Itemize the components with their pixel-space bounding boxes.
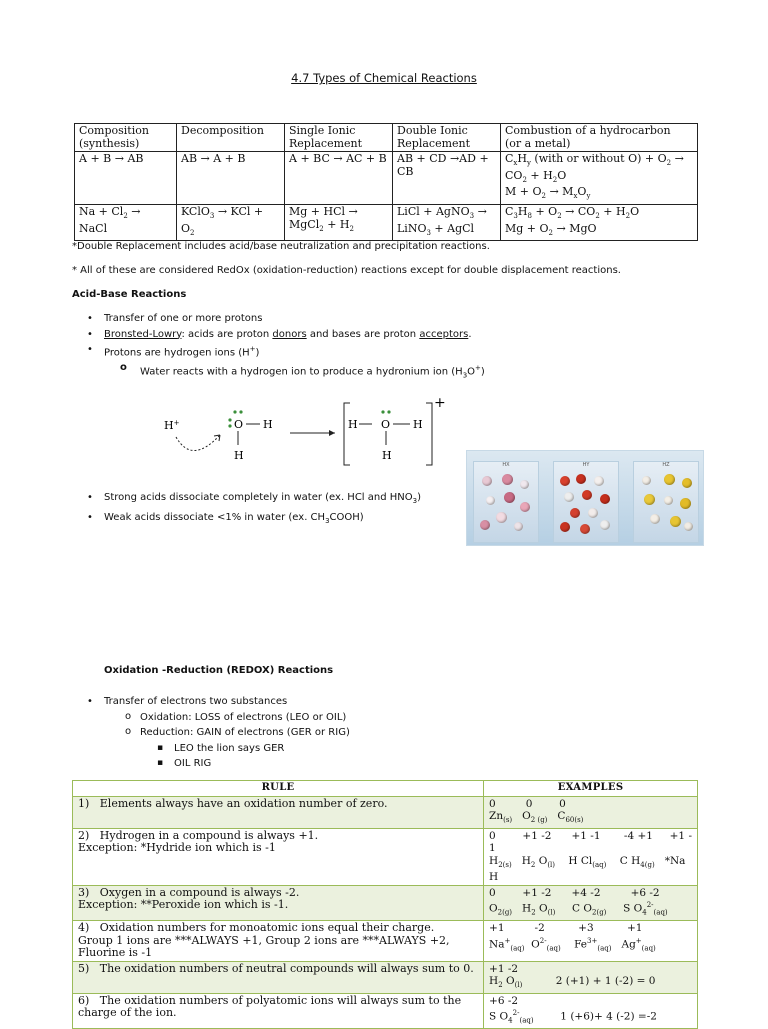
table-row bbox=[73, 796, 698, 828]
svg-text:H: H bbox=[382, 449, 392, 462]
note-double-replacement: *Double Replacement includes acid/base neutralization and precipitation reactions. bbox=[72, 241, 490, 252]
list-item: • Transfer of electrons two substances bbox=[104, 694, 604, 710]
panel-hx: HX bbox=[473, 461, 539, 543]
acid-strength-list bbox=[104, 490, 464, 529]
list-item: o Reduction: GAIN of electrons (GER or RIG) bbox=[140, 725, 604, 741]
water-oxygen: O bbox=[234, 418, 244, 431]
water-h-bottom: H bbox=[234, 449, 244, 462]
table-row bbox=[73, 921, 698, 962]
rule-cell: 5) The oxidation numbers of neutral compounds will always sum to 0. bbox=[73, 961, 484, 993]
list-item: • Protons are hydrogen ions (H+) bbox=[104, 342, 704, 361]
acid-base-list bbox=[104, 311, 704, 384]
general-double: AB + CD →AD + CB bbox=[393, 152, 501, 205]
note-redox: * All of these are considered RedOx (oxidation-reduction) reactions except for double displacement reactions. bbox=[72, 265, 621, 276]
table-row bbox=[75, 205, 698, 241]
example-cell: 0 +1 -2 +4 -2 +6 -2 $O_{2(g)}$ $H_2$ $O_{(l)}$ C $O_{2(g)}$ S $O_4^{2-}_{(aq)}$ bbox=[484, 885, 698, 921]
hydronium-diagram bbox=[160, 393, 460, 473]
example-combustion: $C_3H_8 + O_2 \to CO_2 + H_2O$ $Mg + O_2$ → MgO bbox=[501, 205, 698, 241]
example-composition: $Na + Cl_2$ → NaCl bbox=[75, 205, 177, 241]
header-examples: EXAMPLES bbox=[484, 781, 698, 797]
water-h-right: H bbox=[263, 418, 273, 431]
example-cell: 0 +1 -2 +1 -1 -4 +1 +1 - 1 $H_{2(s)}$ $H_2$ $O_{(l)}$ H $Cl_{(aq)}$ C $H_{4(g)}$ *Na H bbox=[484, 828, 698, 885]
table-row bbox=[73, 828, 698, 885]
list-item: • Bronsted-Lowry: acids are proton donors and bases are proton acceptors. bbox=[104, 327, 704, 343]
header-double: Double Ionic Replacement bbox=[393, 124, 501, 152]
reaction-types-table bbox=[74, 123, 698, 241]
general-decomposition: AB → A + B bbox=[177, 152, 285, 205]
acid-base-heading: Acid-Base Reactions bbox=[72, 289, 187, 300]
example-cell: +1 -2 +3 +1 $Na^+_{(aq)}$ $O^{2-}_{(aq)}$ $Fe^{3+}_{(aq)}$ $Ag^+_{(aq)}$ bbox=[484, 921, 698, 962]
table-row bbox=[73, 961, 698, 993]
rule-cell: 2) Hydrogen in a compound is always +1. Exception: *Hydride ion which is -1 bbox=[73, 828, 484, 885]
svg-text:H: H bbox=[348, 418, 358, 431]
table-row bbox=[73, 885, 698, 921]
svg-text:H: H bbox=[413, 418, 423, 431]
general-composition: A + B → AB bbox=[75, 152, 177, 205]
table-header-row bbox=[75, 124, 698, 152]
panel-hy: HY bbox=[553, 461, 619, 543]
header-rule: RULE bbox=[73, 781, 484, 797]
curved-arrow bbox=[176, 435, 220, 451]
header-combustion: Combustion of a hydrocarbon (or a metal) bbox=[501, 124, 698, 152]
page-title: 4.7 Types of Chemical Reactions bbox=[291, 71, 477, 85]
header-composition: Composition (synthesis) bbox=[75, 124, 177, 152]
right-bracket bbox=[426, 403, 432, 465]
list-item: • Weak acids dissociate <1% in water (ex. $CH_3COOH$) bbox=[104, 510, 464, 530]
charge-plus: + bbox=[434, 395, 446, 411]
h-plus-label: H+ bbox=[164, 419, 180, 432]
rule-cell: 6) The oxidation numbers of polyatomic ions will always sum to the charge of the ion. bbox=[73, 993, 484, 1029]
list-item: • Transfer of one or more protons bbox=[104, 311, 704, 327]
rule-cell: 4) Oxidation numbers for monoatomic ions equal their charge. Group 1 ions are ***ALWAYS +1, Group 2 ions are ***ALWAYS +2, Fluorine is -1 bbox=[73, 921, 484, 962]
list-item: ▪ LEO the lion says GER bbox=[174, 741, 604, 757]
table-row bbox=[75, 152, 698, 205]
acid-strength-illustration bbox=[466, 450, 704, 546]
rule-cell: 1) Elements always have an oxidation number of zero. bbox=[73, 796, 484, 828]
list-item: ▪ OIL RIG bbox=[174, 756, 604, 772]
redox-list bbox=[104, 694, 604, 772]
example-cell: +6 -2 S $O_4^{2-}_{(aq)}$ 1 (+6)+ 4 (-2) =-2 bbox=[484, 993, 698, 1029]
example-decomposition: KClO$_3$ → KCl + $O_2$ bbox=[177, 205, 285, 241]
list-item: o Water reacts with a hydrogen ion to produce a hydronium ion $(H_3O^+)$ bbox=[140, 361, 704, 384]
header-single: Single Ionic Replacement bbox=[285, 124, 393, 152]
example-cell: 0 0 0 $Zn_{(s)}$ $O_{2 (g)}$ $C_{60(s)}$ bbox=[484, 796, 698, 828]
rule-cell: 3) Oxygen in a compound is always -2. Exception: **Peroxide ion which is -1. bbox=[73, 885, 484, 921]
panel-hz: HZ bbox=[633, 461, 699, 543]
example-double: LiCl + AgNO$_3$ → LiNO$_3$ + AgCl bbox=[393, 205, 501, 241]
header-decomposition: Decomposition bbox=[177, 124, 285, 152]
general-single: A + BC → AC + B bbox=[285, 152, 393, 205]
example-single: Mg + HCl → MgCl$_2$ + $H_2$ bbox=[285, 205, 393, 241]
table-header-row bbox=[73, 781, 698, 797]
oxidation-rules-table bbox=[72, 780, 698, 1029]
general-combustion: $C_xH_y$ (with or without $O) + O_2$ → $CO_2 + H_2O$ $M + O_2 \to M_xO_y$ bbox=[501, 152, 698, 205]
example-cell: +1 -2 $H_2$ $O_{(l)}$ 2 (+1) + 1 (-2) = 0 bbox=[484, 961, 698, 993]
hydronium-oxygen: O bbox=[381, 418, 391, 431]
list-item: o Oxidation: LOSS of electrons (LEO or OIL) bbox=[140, 710, 604, 726]
left-bracket bbox=[344, 403, 350, 465]
list-item: • Strong acids dissociate completely in water (ex. HCl and $HNO_3$) bbox=[104, 490, 464, 510]
redox-heading: Oxidation -Reduction (REDOX) Reactions bbox=[104, 665, 334, 676]
